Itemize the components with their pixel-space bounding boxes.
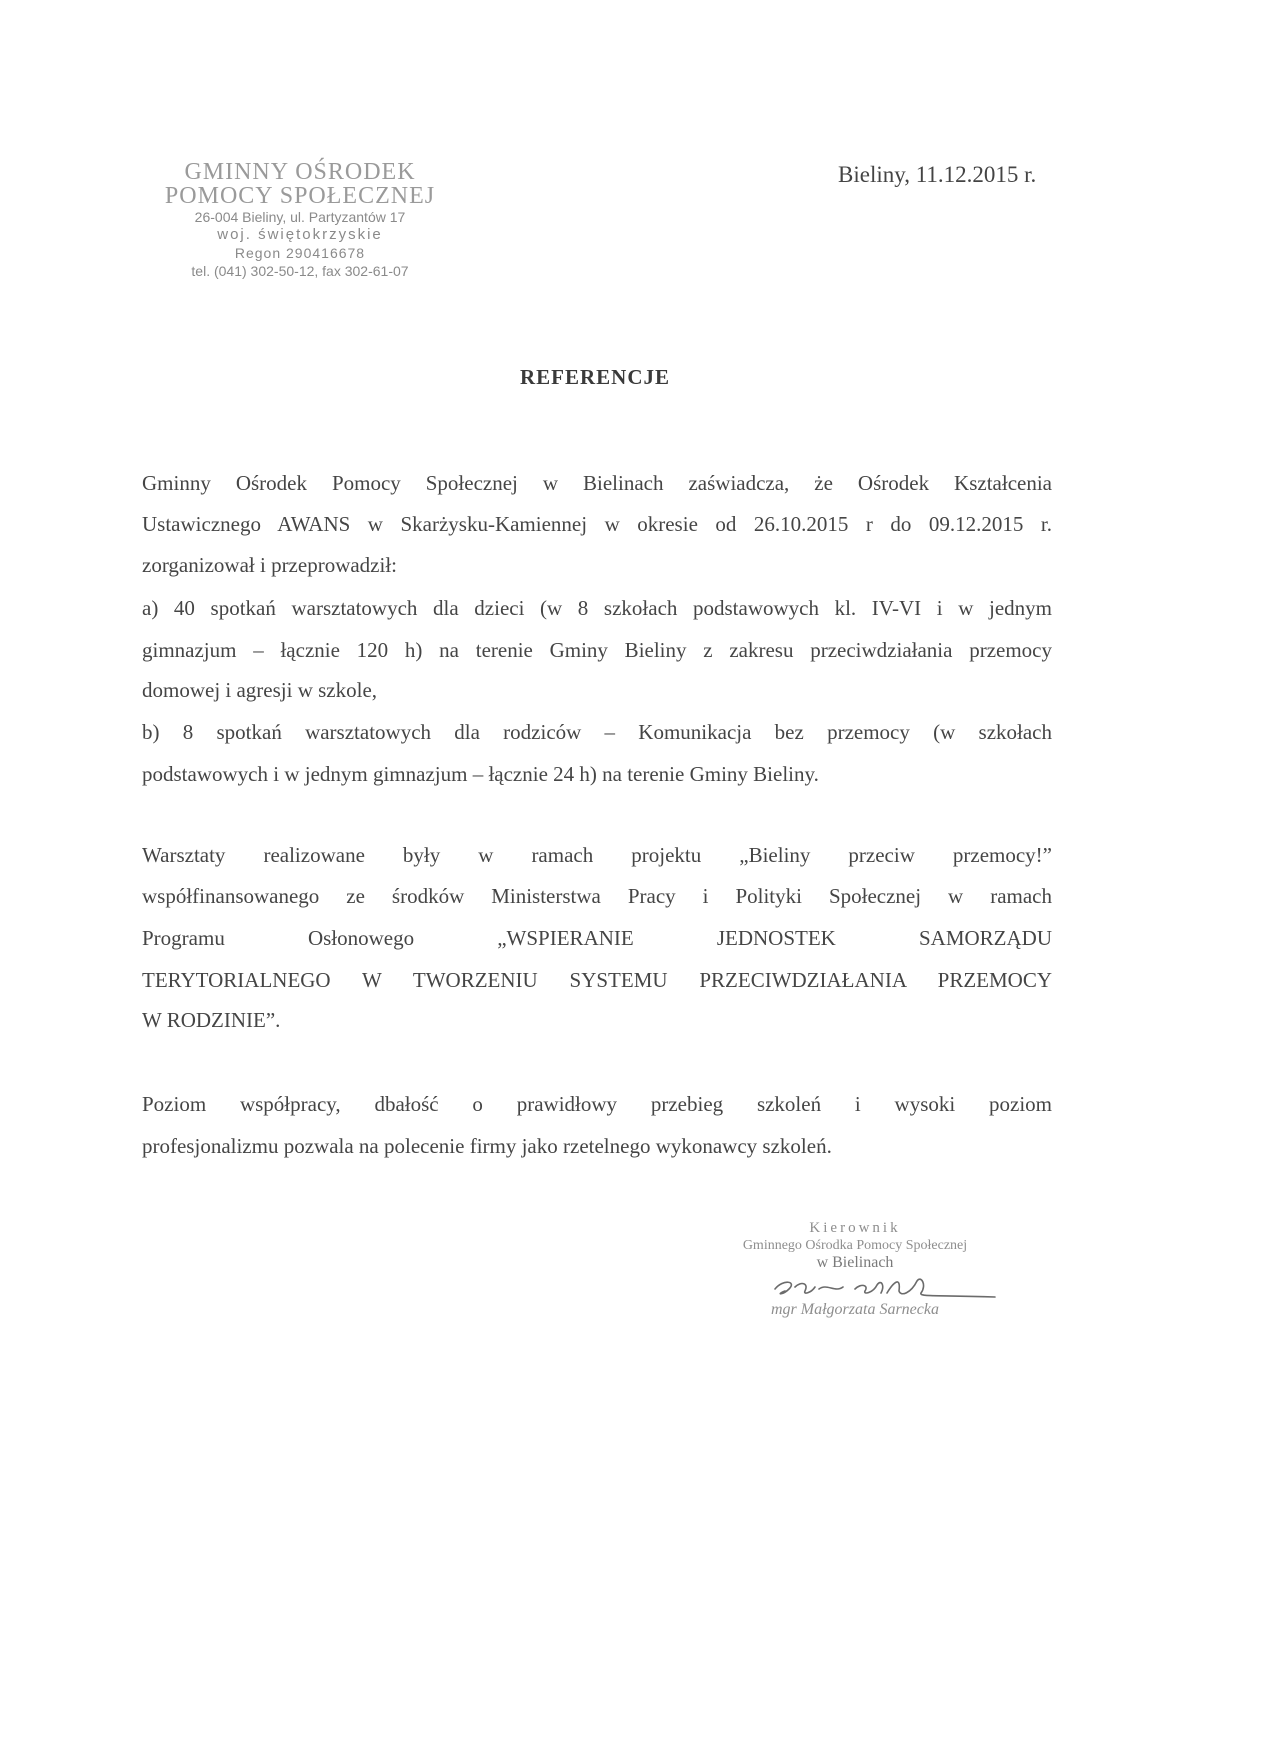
paragraph-1-line: domowej i agresji w szkole, <box>142 678 378 702</box>
stamp-address: 26-004 Bieliny, ul. Partyzantów 17 <box>194 209 406 225</box>
paragraph-2-line: współfinansowanego ze środków Ministerstwa Pracy i Polityki Społecznej w ramach <box>142 884 1052 908</box>
paragraph-2-line: Programu Osłonowego „WSPIERANIE JEDNOSTEK SAMORZĄDU <box>142 926 1052 950</box>
handwritten-signature-icon <box>705 1271 1005 1301</box>
signature-block <box>690 1220 1020 1319</box>
signature-name: mgr Małgorzata Sarnecka <box>771 1301 939 1318</box>
paragraph-1-line: Gminny Ośrodek Pomocy Społecznej w Bielinach zaświadcza, że Ośrodek Kształcenia <box>142 471 1052 495</box>
signature-organization: Gminnego Ośrodka Pomocy Społecznej <box>742 1238 968 1253</box>
stamp-line-2: POMOCY SPOŁECZNEJ <box>164 183 436 209</box>
paragraph-1-line: a) 40 spotkań warsztatowych dla dzieci (w 8 szkołach podstawowych kl. IV-VI i w jednym <box>142 596 1052 620</box>
stamp-line-1: GMINNY OŚRODEK <box>184 159 416 185</box>
paragraph-1-line: b) 8 spotkań warsztatowych dla rodziców – Komunikacja bez przemocy (w szkołach <box>142 720 1052 744</box>
paragraph-2-line: TERYTORIALNEGO W TWORZENIU SYSTEMU PRZECIWDZIAŁANIA PRZEMOCY <box>142 968 1052 992</box>
paragraph-1-line: zorganizował i przeprowadził: <box>142 553 398 577</box>
institution-stamp <box>150 160 450 280</box>
stamp-region: woj. świętokrzyskie <box>217 226 383 243</box>
paragraph-2-line: Warsztaty realizowane były w ramach projektu „Bieliny przeciw przemocy!” <box>142 843 1052 867</box>
document-date: Bieliny, 11.12.2015 r. <box>838 162 1037 187</box>
paragraph-1-line: gimnazjum – łącznie 120 h) na terenie Gminy Bieliny z zakresu przeciwdziałania przemocy <box>142 638 1052 662</box>
stamp-regon: Regon 290416678 <box>234 245 366 261</box>
paragraph-2-line: W RODZINIE”. <box>142 1008 281 1032</box>
paragraph-1-line: podstawowych i w jednym gimnazjum – łącznie 24 h) na terenie Gminy Bieliny. <box>142 762 819 786</box>
stamp-phone: tel. (041) 302-50-12, fax 302-61-07 <box>191 263 409 279</box>
signature-role: Kierownik <box>809 1220 901 1236</box>
paragraph-1-line: Ustawicznego AWANS w Skarżysku-Kamiennej w okresie od 26.10.2015 r do 09.12.2015 r. <box>142 512 1052 536</box>
document-title: REFERENCJE <box>519 365 671 389</box>
signature-place: w Bielinach <box>816 1254 894 1271</box>
paragraph-3-line: Poziom współpracy, dbałość o prawidłowy przebieg szkoleń i wysoki poziom <box>142 1092 1052 1116</box>
paragraph-3-line: profesjonalizmu pozwala na polecenie firmy jako rzetelnego wykonawcy szkoleń. <box>142 1134 832 1158</box>
